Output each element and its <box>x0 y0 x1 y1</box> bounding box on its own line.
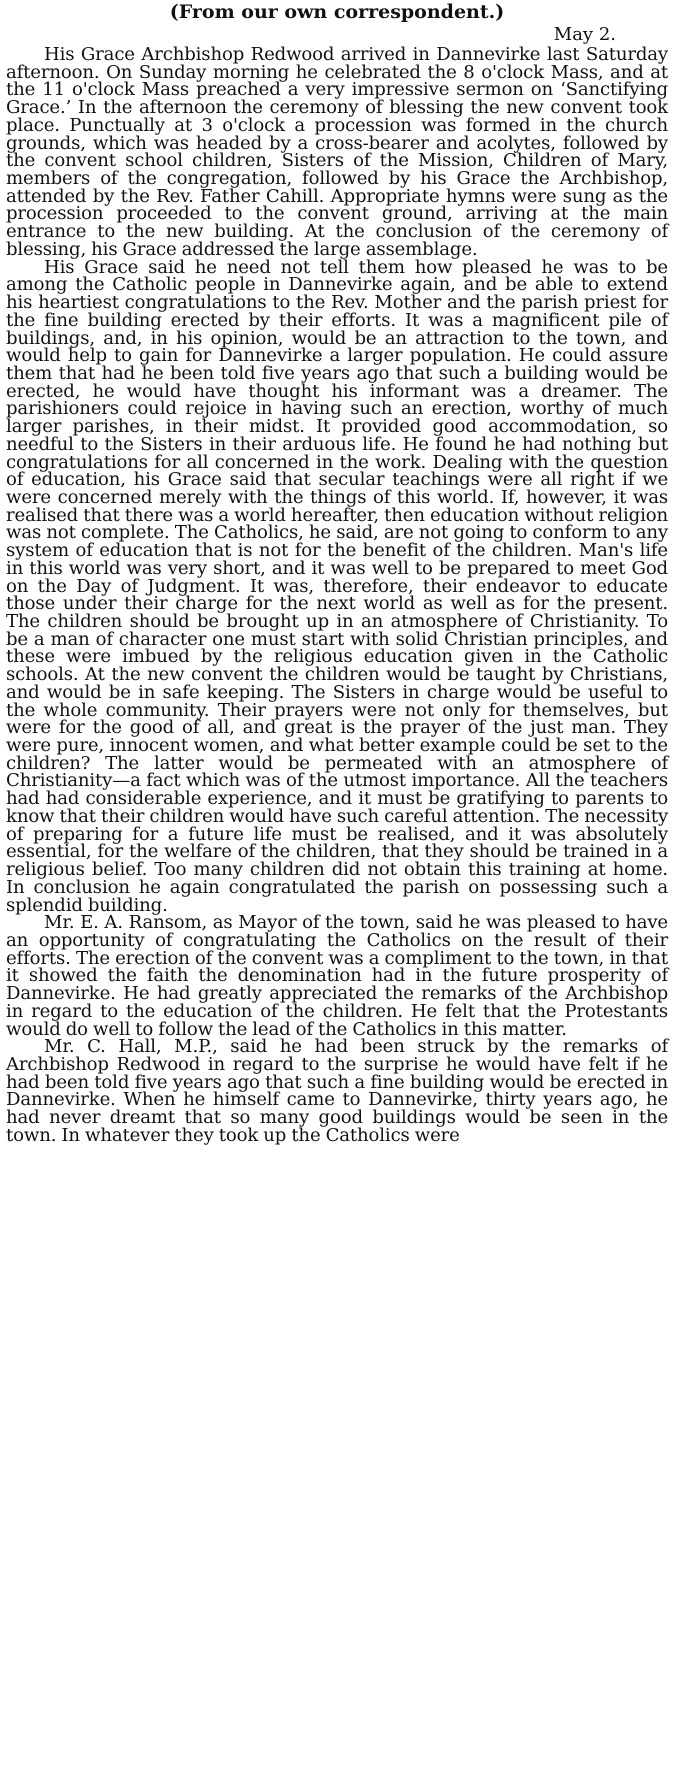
dateline: May 2. <box>553 24 616 45</box>
article-paragraph: His Grace said he need not tell them how pleased he was to be among the Catholic people in Dannevirke again, and be able to extend his heartiest congratulations to the Rev. Mother and the parish priest for the fine building erected by their efforts. It was a magnificent pile of buildings, and, in his opinion, would be an attraction to the town, and would help to gain for Dannevirke a larger population. He could assure them that had he been told five years ago that such a building would be erected, he would have thought his informant was a dreamer. The parishioners could rejoice in having such an erection, worthy of much larger parishes, in their midst. It provided good accommodation, so needful to the Sisters in their arduous life. He found he had nothing but congratulations for all concerned in the work. Dealing with the question of education, his Grace said that secular teachings were all right if we were concerned merely with the things of this world. If, however, it was realised that there was a world hereafter, then education without religion was not complete. The Catholics, he said, are not going to conform to any system of education that is not for the benefit of the children. Man's life in this world was very short, and it was well to be prepared to meet God on the Day of Judgment. It was, therefore, their endeavor to educate those under their charge for the next world as well as for the present. The children should be brought up in an atmosphere of Christianity. To be a man of character one must start with solid Christian principles, and these were imbued by the religious education given in the Catholic schools. At the new convent the children would be taught by Christians, and would be in safe keeping. The Sisters in charge would be useful to the whole community. Their prayers were not only for themselves, but were for the good of all, and great is the prayer of the just man. They were pure, innocent women, and what better example could be set to the children? The latter would be permeated with an atmosphere of Christianity—a fact which was of the utmost importance. All the teachers had had considerable experience, and it must be gratifying to parents to know that their children would have such careful attention. The necessity of preparing for a future life must be realised, and it was absolutely essential, for the welfare of the children, that they should be trained in a religious belief. Too many children did not obtain this training at home. In conclusion he again congratulated the parish on possessing such a splendid building. <box>6 256 669 916</box>
article-paragraph: His Grace Archbishop Redwood arrived in Dannevirke last Saturday afternoon. On Sunday morning he celebrated the 8 o'clock Mass, and at the 11 o'clock Mass preached a very impressive sermon on ‘Sanctifying Grace.’ In the afternoon the ceremony of blessing the new convent took place. Punctually at 3 o'clock a procession was formed in the church grounds, which was headed by a cross-bearer and acolytes, followed by the convent school children, Sisters of the Mission, Children of Mary, members of the congregation, followed by his Grace the Archbishop, attended by the Rev. Father Cahill. Appropriate hymns were sung as the procession proceeded to the convent ground, arriving at the main entrance to the new building. At the conclusion of the ceremony of blessing, his Grace addressed the large assemblage. <box>6 44 668 260</box>
article-paragraph: Mr. E. A. Ransom, as Mayor of the town, said he was pleased to have an opportunity of congratulating the Catholics on the result of their efforts. The erection of the convent was a compliment to the town, in that it showed the faith the denomination had in the future prosperity of Dannevirke. He had greatly appreciated the remarks of the Archbishop in regard to the education of the children. He felt that the Protestants would do well to follow the lead of the Catholics in this matter. <box>6 912 668 1040</box>
article-paragraph: Mr. C. Hall, M.P., said he had been struck by the remarks of Archbishop Redwood in regard to the surprise he would have felt if he had been told five years ago that such a fine building would be erected in Dannevirke. When he himself came to Dannevirke, thirty years ago, he had never dreamt that so many good buildings would be seen in the town. In whatever they took up the Catholics were <box>6 1036 668 1146</box>
correspondent-heading: (From our own correspondent.) <box>169 1 505 23</box>
